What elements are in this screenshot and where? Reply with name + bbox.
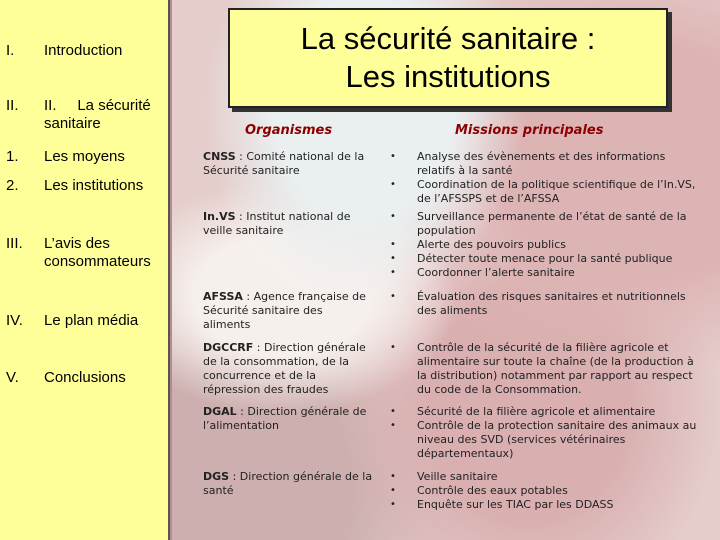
- organism-cell: [203, 290, 373, 332]
- slide-title-line-2: Les institutions: [345, 59, 551, 94]
- mission-item: • Sécurité de la filière agricole et alimentaire: [390, 405, 700, 419]
- organism-desc: : Direction générale de l’alimentation: [203, 405, 367, 432]
- mission-item: • Alerte des pouvoirs publics: [390, 238, 700, 252]
- sidebar: [0, 0, 170, 540]
- sidebar-item-label: Conclusions: [44, 369, 126, 386]
- missions-list: [390, 290, 700, 318]
- mission-item: • Contrôle des eaux potables: [390, 484, 700, 498]
- sidebar-item-label: Les institutions: [44, 177, 144, 194]
- organism-abbr: CNSS: [203, 150, 236, 163]
- missions-list: [390, 405, 700, 461]
- organism-desc: : Agence française de Sécurité sanitaire des aliments: [203, 290, 366, 331]
- organism-cell: [203, 210, 373, 238]
- mission-item: • Surveillance permanente de l’état de santé de la population: [390, 210, 700, 238]
- column-header-organismes: Organismes: [245, 123, 333, 138]
- column-header-missions: Missions principales: [455, 123, 604, 138]
- sidebar-item-number: I.: [6, 42, 15, 59]
- sidebar-item-number: 2.: [6, 177, 19, 194]
- sidebar-item-label: Les moyens: [44, 148, 125, 165]
- mission-item: • Détecter toute menace pour la santé publique: [390, 252, 700, 266]
- sidebar-item-number: 1.: [6, 148, 19, 165]
- organism-abbr: AFSSA: [203, 290, 243, 303]
- mission-item: • Contrôle de la protection sanitaire des animaux au niveau des SVD (services vétérinaires départementaux): [390, 419, 700, 461]
- organism-abbr: In.VS: [203, 210, 236, 223]
- mission-item: • Enquête sur les TIAC par les DDASS: [390, 498, 700, 512]
- sidebar-item-number: V.: [6, 369, 19, 386]
- missions-list: [390, 210, 700, 280]
- sidebar-item-number: II.: [6, 97, 19, 114]
- mission-item: • Évaluation des risques sanitaires et nutritionnels des aliments: [390, 290, 700, 318]
- organism-desc: : Institut national de veille sanitaire: [203, 210, 351, 237]
- organism-cell: [203, 150, 373, 178]
- sidebar-item-number: IV.: [6, 312, 23, 329]
- sidebar-item-label: Le plan média: [44, 312, 139, 329]
- missions-list: [390, 150, 700, 206]
- organism-cell: [203, 405, 373, 433]
- mission-item: • Coordination de la politique scientifique de l’In.VS, de l’AFSSPS et de l’AFSSA: [390, 178, 700, 206]
- missions-list: [390, 341, 700, 397]
- organism-desc: : Direction générale de la consommation, de la concurrence et de la répression des fraudes: [203, 341, 366, 396]
- organism-desc: : Direction générale de la santé: [203, 470, 373, 497]
- sidebar-item-number: III.: [6, 235, 23, 252]
- mission-item: • Analyse des évènements et des informations relatifs à la santé: [390, 150, 700, 178]
- organism-abbr: DGAL: [203, 405, 237, 418]
- sidebar-item-label: II. La sécurité sanitaire: [44, 97, 155, 132]
- mission-item: • Contrôle de la sécurité de la filière agricole et alimentaire sur toute la chaîne (de la production à la distribution) notamment par rapport au respect du code de la Consommation.: [390, 341, 700, 397]
- organism-cell: [203, 470, 373, 498]
- organism-abbr: DGCCRF: [203, 341, 254, 354]
- organism-abbr: DGS: [203, 470, 230, 483]
- organism-desc: : Comité national de la Sécurité sanitaire: [203, 150, 365, 177]
- sidebar-item-label: Introduction: [44, 42, 123, 59]
- organism-cell: [203, 341, 373, 397]
- mission-item: • Coordonner l’alerte sanitaire: [390, 266, 700, 280]
- sidebar-item-label: L’avis des consommateurs: [44, 235, 151, 270]
- missions-list: [390, 470, 700, 512]
- slide-title: [228, 8, 668, 108]
- slide-title-line-1: La sécurité sanitaire :: [300, 21, 596, 56]
- mission-item: • Veille sanitaire: [390, 470, 700, 484]
